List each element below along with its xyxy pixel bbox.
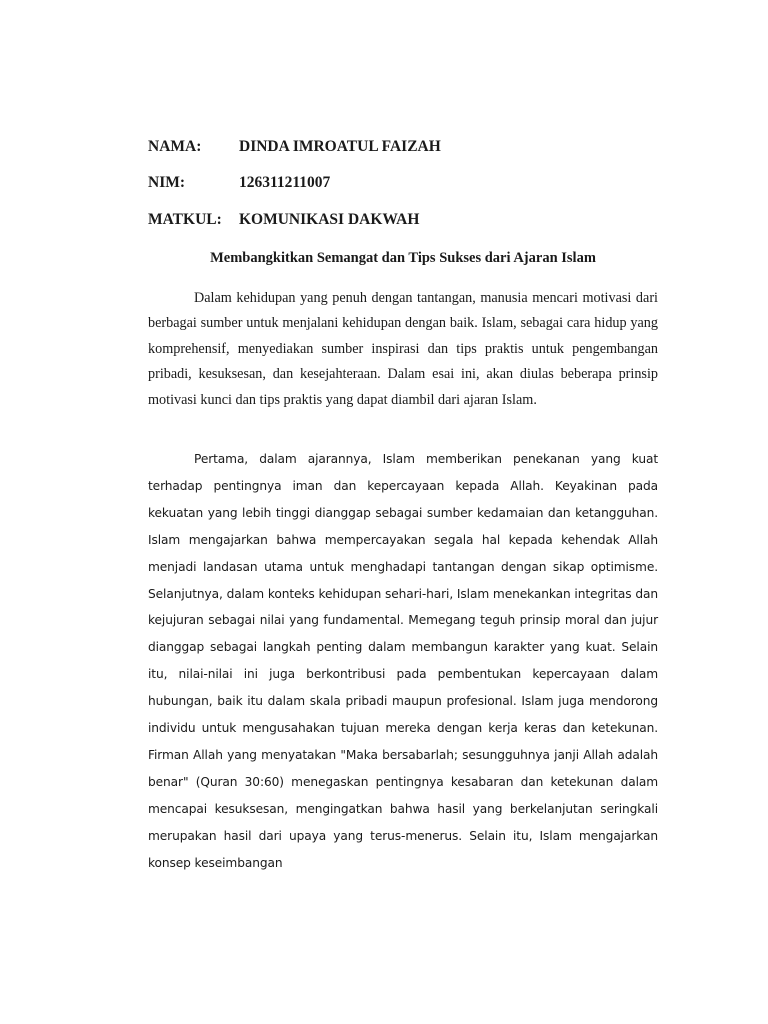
name-label: NAMA:	[148, 138, 202, 155]
name-value: DINDA IMROATUL FAIZAH	[239, 138, 441, 155]
student-id-value: 126311211007	[239, 174, 331, 191]
paragraph-body: Pertama, dalam ajarannya, Islam memberikan penekanan yang kuat terhadap pentingnya iman dan kepercayaan kepada Allah. Keyakinan pada kekuatan yang lebih tinggi dianggap sebagai sumber kedamaian dan ketangguhan. Islam mengajarkan bahwa mempercayakan segala hal kepada kehendak Allah menjadi landasan utama untuk menghadapi tantangan dengan sikap optimisme. Selanjutnya, dalam konteks kehidupan sehari-hari, Islam menekankan integritas dan kejujuran sebagai nilai yang fundamental. Memegang teguh prinsip moral dan jujur dianggap sebagai langkah penting dalam membangun karakter yang kuat. Selain itu, nilai-nilai ini juga berkontribusi pada pembentukan kepercayaan dalam hubungan, baik itu dalam skala pribadi maupun profesional. Islam juga mendorong individu untuk mengusahakan tujuan mereka dengan kerja keras dan ketekunan. Firman Allah yang menyatakan "Maka bersabarlah; sesungguhnya janji Allah adalah benar" (Quran 30:60) menegaskan pentingnya kesabaran dan ketekunan dalam mencapai kesuksesan, mengingatkan bahwa hasil yang berkelanjutan seringkali merupakan hasil dari upaya yang terus-menerus. Selain itu, Islam mengajarkan konsep keseimbangan	[148, 452, 658, 870]
student-id-label: NIM:	[148, 174, 186, 191]
essay-title: Membangkitkan Semangat dan Tips Sukses dari Ajaran Islam	[210, 250, 596, 266]
paragraph-intro: Dalam kehidupan yang penuh dengan tantangan, manusia mencari motivasi dari berbagai sumber untuk menjalani kehidupan dengan baik. Islam, sebagai cara hidup yang komprehensif, menyediakan sumber inspirasi dan tips praktis untuk pengembangan pribadi, kesuksesan, dan kesejahteraan. Dalam esai ini, akan diulas beberapa prinsip motivasi kunci dan tips praktis yang dapat diambil dari ajaran Islam.	[148, 290, 658, 408]
course-value: KOMUNIKASI DAKWAH	[239, 211, 420, 228]
course-label: MATKUL:	[148, 211, 222, 228]
